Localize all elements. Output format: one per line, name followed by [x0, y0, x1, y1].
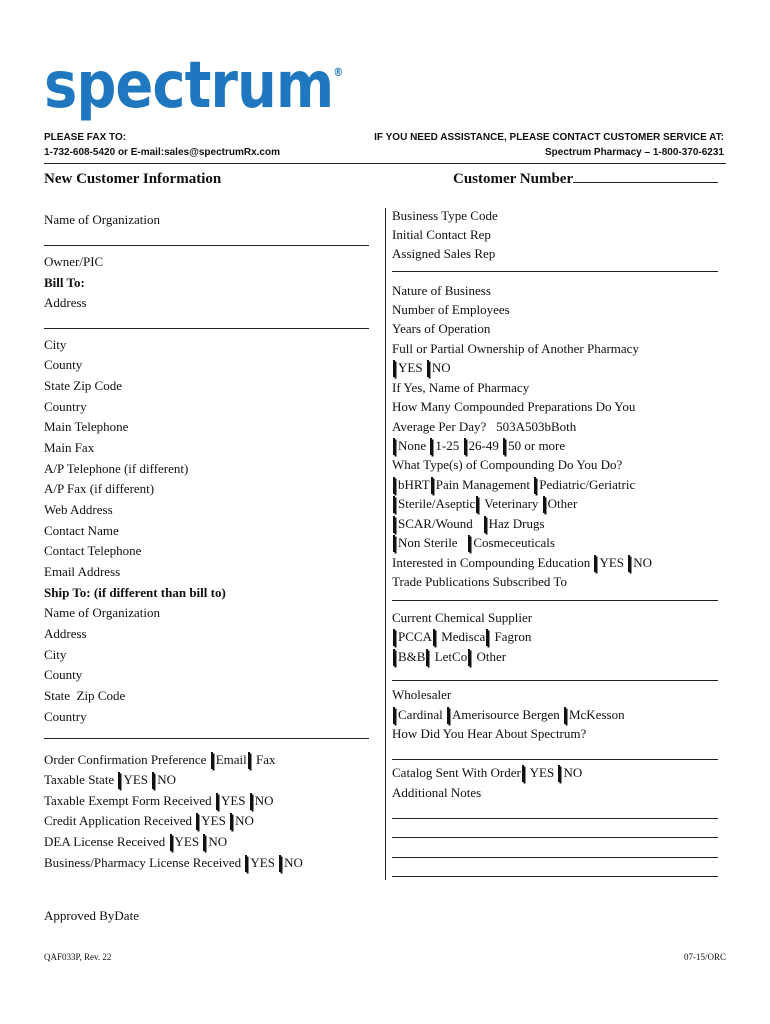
assist-value: Spectrum Pharmacy – 1-800-370-6231 — [545, 147, 724, 158]
opt-26-49-label: 26-49 — [468, 438, 499, 453]
if-yes-name-row — [392, 380, 529, 396]
order-conf-email-checkbox[interactable] — [211, 752, 213, 769]
other-type-label: Other — [547, 496, 578, 511]
ship-county-label: County — [44, 667, 83, 682]
opt-1-25-checkbox[interactable] — [430, 438, 432, 455]
sterile-label: Sterile/Aseptic — [398, 496, 476, 511]
registered-mark: ® — [333, 66, 344, 80]
address-row — [44, 295, 87, 311]
average-per-day-label: Average Per Day? — [392, 419, 487, 434]
opt-50-label: 50 or more — [508, 438, 566, 453]
medisca-checkbox[interactable] — [433, 629, 435, 646]
ship-name-of-org-label: Name of Organization — [44, 605, 160, 620]
taxable-exempt-no-checkbox[interactable] — [250, 793, 252, 810]
taxable-state-no-label: NO — [157, 772, 177, 787]
types-row-1 — [392, 477, 635, 494]
haz-label: Haz Drugs — [488, 516, 545, 531]
business-license-no-checkbox[interactable] — [279, 855, 281, 872]
order-conf-fax-checkbox[interactable] — [248, 752, 250, 769]
bb-label: B&B — [398, 649, 426, 664]
order-conf-row — [44, 752, 275, 769]
wholesaler-row: Wholesaler — [392, 687, 452, 702]
types-row-4 — [392, 535, 555, 552]
interested-edu-row — [392, 555, 652, 572]
ownership-options-row — [392, 360, 451, 377]
haz-checkbox[interactable] — [484, 516, 486, 533]
credit-app-row — [44, 813, 254, 830]
nature-business-label: Nature of Business — [392, 283, 491, 298]
catalog-no-label: NO — [563, 765, 583, 780]
assigned-sales-row — [392, 246, 495, 262]
new-customer-title: New Customer Information — [44, 171, 222, 187]
how-hear-row — [392, 726, 586, 742]
interested-edu-label: Interested in Compounding Education — [392, 555, 591, 570]
dea-license-no-checkbox[interactable] — [203, 834, 205, 851]
dea-license-yes-label: YES — [174, 834, 200, 849]
amerisource-label: Amerisource Bergen — [452, 707, 560, 722]
interested-edu-no-checkbox[interactable] — [628, 555, 630, 572]
taxable-state-yes-label: YES — [123, 772, 149, 787]
catalog-yes-label: YES — [529, 765, 555, 780]
mckesson-checkbox[interactable] — [564, 707, 566, 724]
taxable-exempt-label: Taxable Exempt Form Received — [44, 793, 212, 808]
name-of-org-field-2[interactable] — [44, 245, 369, 246]
ship-state-label: State — [44, 688, 70, 703]
initial-contact-row — [392, 227, 491, 243]
wholesaler-options-row — [392, 707, 625, 724]
business-license-row — [44, 855, 303, 872]
dea-license-label: DEA License Received — [44, 834, 166, 849]
contact-name-row — [44, 523, 119, 539]
city-label: City — [44, 337, 67, 352]
trade-pubs-row — [392, 574, 567, 590]
business-license-no-label: NO — [284, 855, 303, 870]
credit-app-no-label: NO — [235, 813, 254, 828]
additional-notes-row — [392, 785, 481, 801]
notes-line-4[interactable] — [392, 857, 718, 858]
form-code: QAF033P, Rev. 22 — [44, 952, 112, 962]
credit-app-no-checkbox[interactable] — [230, 813, 232, 830]
amerisource-checkbox[interactable] — [447, 707, 449, 724]
cardinal-checkbox[interactable] — [393, 707, 395, 724]
pain-mgmt-label: Pain Management — [435, 477, 530, 492]
how-hear-label: How Did You Hear About Spectrum? — [392, 726, 587, 741]
fax-info — [44, 130, 280, 160]
taxable-state-label: Taxable State — [44, 772, 115, 787]
medisca-label: Medisca — [441, 629, 486, 644]
catalog-yes-checkbox[interactable] — [522, 765, 524, 782]
customer-number-label: Customer Number — [453, 171, 574, 187]
pcca-checkbox[interactable] — [393, 629, 395, 646]
veterinary-checkbox[interactable] — [476, 496, 478, 513]
letco-label: LetCo — [434, 649, 468, 664]
main-telephone-row — [44, 419, 128, 435]
ship-address-row — [44, 626, 96, 642]
non-sterile-checkbox[interactable] — [393, 535, 395, 552]
how-hear-field-2[interactable] — [392, 759, 718, 760]
dea-license-row — [44, 834, 227, 851]
opt-both-label: Both — [550, 419, 577, 434]
taxable-exempt-no-label: NO — [254, 793, 274, 808]
opt-none-checkbox[interactable] — [393, 438, 395, 455]
catalog-sent-label: Catalog Sent With Order — [392, 765, 521, 780]
ship-city-row — [44, 647, 66, 663]
order-conf-label: Order Confirmation Preference — [44, 752, 207, 767]
years-operation-row — [392, 321, 490, 337]
fax-value: 1-732-608-5420 or E-mail:sales@spectrumRx.com — [44, 147, 280, 158]
business-license-yes-label: YES — [250, 855, 275, 870]
catalog-sent-row — [392, 765, 582, 782]
taxable-state-yes-checkbox[interactable] — [118, 772, 120, 789]
cosmeceuticals-label: Cosmeceuticals — [473, 535, 555, 550]
county-row — [44, 357, 82, 373]
zip-label: Zip Code — [73, 378, 122, 393]
bhrt-checkbox[interactable] — [393, 477, 395, 494]
pediatric-checkbox[interactable] — [534, 477, 536, 494]
pcca-label: PCCA — [398, 629, 432, 644]
pediatric-label: Pediatric/Geriatric — [539, 477, 636, 492]
main-telephone-label: Main Telephone — [44, 419, 129, 434]
name-of-org-row — [44, 212, 160, 228]
fagron-checkbox[interactable] — [486, 629, 488, 646]
web-address-row — [44, 502, 113, 518]
county-label: County — [44, 357, 83, 372]
trade-pubs-label: Trade Publications Subscribed To — [392, 574, 567, 589]
revision-code: 07-15/ORC — [683, 952, 726, 962]
main-fax-row — [44, 440, 94, 456]
ownership-no-checkbox[interactable] — [427, 360, 429, 377]
scar-label: SCAR/Wound — [398, 516, 473, 531]
ship-to-heading: Ship To: (if different than bill to) — [44, 585, 226, 600]
interested-edu-no-label: NO — [633, 555, 653, 570]
how-many-row: How Many Compounded Preparations Do You — [392, 399, 636, 414]
owner-pic-row — [44, 254, 103, 270]
credit-app-yes-checkbox[interactable] — [196, 813, 198, 830]
num-employees-label: Number of Employees — [392, 302, 510, 317]
state-label: State — [44, 378, 70, 393]
taxable-state-row — [44, 772, 176, 789]
address-label: Address — [44, 295, 87, 310]
ownership-row: Full or Partial Ownership of Another Pharmacy — [392, 341, 639, 356]
assist-info — [374, 130, 724, 160]
order-conf-fax-label: Fax — [255, 752, 276, 767]
web-address-label: Web Address — [44, 502, 113, 517]
ap-telephone-row — [44, 461, 188, 477]
contact-telephone-row — [44, 543, 141, 559]
additional-notes-label: Additional Notes — [392, 785, 482, 800]
notes-line-2[interactable] — [392, 818, 718, 819]
types-question-row: What Type(s) of Compounding Do You Do? — [392, 457, 623, 472]
ship-city-label: City — [44, 647, 67, 662]
taxable-exempt-yes-checkbox[interactable] — [216, 793, 218, 810]
main-fax-label: Main Fax — [44, 440, 95, 455]
city-row — [44, 337, 66, 353]
ship-county-row — [44, 667, 82, 683]
opt-503b-label: 503b — [524, 419, 551, 434]
fagron-label: Fagron — [494, 629, 532, 644]
owner-pic-label: Owner/PIC — [44, 254, 104, 269]
left-section-rule — [44, 738, 369, 739]
supplier-extra-field[interactable] — [392, 680, 718, 681]
supplier-row-1 — [392, 629, 531, 646]
current-supplier-row: Current Chemical Supplier — [392, 610, 533, 625]
num-employees-row — [392, 302, 510, 318]
business-type-row — [392, 208, 498, 224]
range-options-row — [392, 438, 565, 455]
state-zip-row — [44, 378, 122, 394]
supplier-row-2 — [392, 649, 506, 666]
years-operation-label: Years of Operation — [392, 321, 491, 336]
cardinal-label: Cardinal — [398, 707, 443, 722]
country-row — [44, 399, 87, 415]
ownership-no-label: NO — [431, 360, 451, 375]
order-conf-email-label: Email — [215, 752, 247, 767]
letco-checkbox[interactable] — [426, 649, 428, 666]
non-sterile-label: Non Sterile — [398, 535, 458, 550]
date-label: Date — [114, 908, 139, 923]
ap-fax-label: A/P Fax (if different) — [44, 481, 155, 496]
nature-business-row — [392, 283, 491, 299]
opt-none-label: None — [398, 438, 427, 453]
approved-by-label: Approved By — [44, 908, 115, 923]
taxable-exempt-row — [44, 793, 274, 810]
dea-license-yes-checkbox[interactable] — [170, 834, 172, 851]
approval-row — [44, 908, 139, 924]
ship-state-zip-row — [44, 688, 125, 704]
bhrt-label: bHRT — [398, 477, 430, 492]
business-license-label: Business/Pharmacy License Received — [44, 855, 242, 870]
average-per-day-row — [392, 419, 576, 435]
assigned-sales-label: Assigned Sales Rep — [392, 246, 496, 261]
customer-number-field[interactable] — [573, 171, 718, 183]
pain-mgmt-checkbox[interactable] — [431, 477, 433, 494]
taxable-exempt-yes-label: YES — [220, 793, 246, 808]
other-supplier-label: Other — [476, 649, 507, 664]
scar-checkbox[interactable] — [393, 516, 395, 533]
other-supplier-checkbox[interactable] — [468, 649, 470, 666]
credit-app-label: Credit Application Received — [44, 813, 193, 828]
sterile-checkbox[interactable] — [393, 496, 395, 513]
spectrum-logo — [44, 48, 344, 123]
email-address-row — [44, 564, 120, 580]
bill-to-heading: Bill To: — [44, 275, 85, 290]
opt-503a-label: 503A — [496, 419, 525, 434]
types-row-2 — [392, 496, 577, 513]
dea-license-no-label: NO — [208, 834, 228, 849]
contact-telephone-label: Contact Telephone — [44, 543, 142, 558]
ship-address-label: Address — [44, 626, 87, 641]
cosmeceuticals-checkbox[interactable] — [468, 535, 470, 552]
other-type-checkbox[interactable] — [543, 496, 545, 513]
initial-contact-label: Initial Contact Rep — [392, 227, 491, 242]
ship-country-label: Country — [44, 709, 87, 724]
email-address-label: Email Address — [44, 564, 121, 579]
name-of-org-label: Name of Organization — [44, 212, 160, 227]
mckesson-label: McKesson — [568, 707, 625, 722]
business-license-yes-checkbox[interactable] — [245, 855, 247, 872]
opt-26-49-checkbox[interactable] — [464, 438, 466, 455]
opt-50-checkbox[interactable] — [503, 438, 505, 455]
ship-country-row — [44, 709, 87, 725]
column-divider — [385, 208, 386, 880]
if-yes-name-label: If Yes, Name of Pharmacy — [392, 380, 530, 395]
assist-label: IF YOU NEED ASSISTANCE, PLEASE CONTACT CUSTOMER SERVICE AT: — [374, 132, 724, 143]
opt-1-25-label: 1-25 — [435, 438, 460, 453]
contact-name-label: Contact Name — [44, 523, 119, 538]
ship-name-of-org-row — [44, 605, 160, 621]
country-label: Country — [44, 399, 87, 414]
right-rule-2 — [392, 600, 718, 601]
address-field-2[interactable] — [44, 328, 369, 329]
ownership-yes-label: YES — [398, 360, 423, 375]
ap-fax-row — [44, 481, 154, 497]
logo-text: spectrum — [44, 48, 334, 123]
ap-telephone-label: A/P Telephone (if different) — [44, 461, 189, 476]
catalog-no-checkbox[interactable] — [558, 765, 560, 782]
veterinary-label: Veterinary — [484, 496, 539, 511]
header-rule — [44, 163, 726, 164]
ship-zip-label: Zip Code — [76, 688, 126, 703]
types-row-3 — [392, 516, 545, 533]
credit-app-yes-label: YES — [201, 813, 226, 828]
taxable-state-no-checkbox[interactable] — [152, 772, 154, 789]
business-type-label: Business Type Code — [392, 208, 498, 223]
bb-checkbox[interactable] — [393, 649, 395, 666]
notes-line-5[interactable] — [392, 876, 718, 877]
ownership-yes-checkbox[interactable] — [393, 360, 395, 377]
customer-number-title — [453, 170, 718, 188]
interested-edu-yes-checkbox[interactable] — [594, 555, 596, 572]
fax-label: PLEASE FAX TO: — [44, 132, 127, 143]
notes-line-3[interactable] — [392, 837, 718, 838]
right-rule-1 — [392, 271, 718, 272]
interested-edu-yes-label: YES — [599, 555, 625, 570]
